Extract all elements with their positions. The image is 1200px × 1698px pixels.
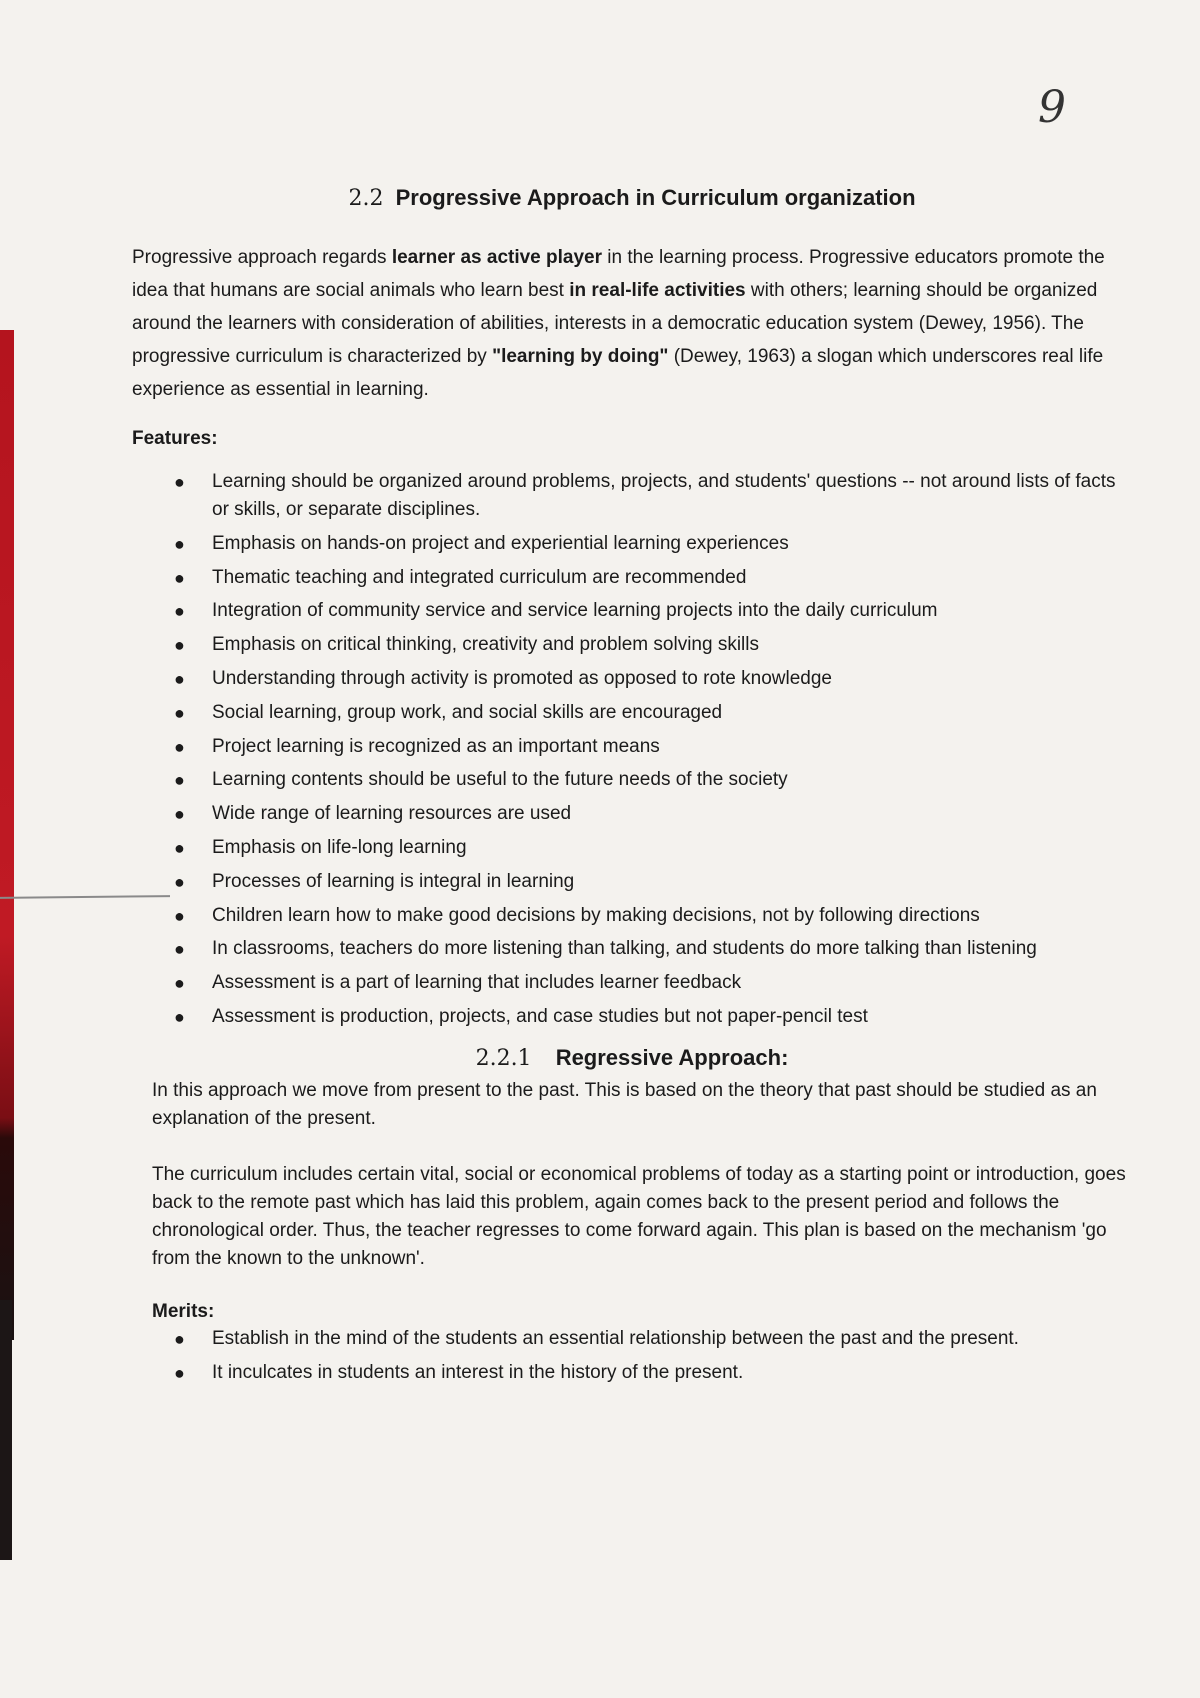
feature-item (174, 834, 1132, 862)
feature-item (174, 766, 1132, 794)
intro-bold-phrase: "learning by doing" (492, 346, 669, 367)
bullet-icon: ● (174, 939, 185, 960)
feature-item-text: Emphasis on critical thinking, creativity and problem solving skills (212, 634, 760, 656)
feature-item-text: Understanding through activity is promoted as opposed to rote knowledge (212, 667, 832, 689)
intro-text-run: Progressive approach regards (132, 247, 392, 268)
feature-item (174, 631, 1132, 659)
feature-item-text: Emphasis on life-long learning (212, 836, 467, 858)
bullet-icon: ● (174, 770, 185, 791)
feature-item (174, 564, 1132, 592)
bullet-icon: ● (174, 635, 185, 656)
feature-item-text: Learning should be organized around problems, projects, and students' questions -- not around lists of facts or skills, or separate disciplines. (212, 471, 1116, 520)
section-number: 2.2 (348, 186, 384, 211)
section-title-text: Progressive Approach in Curriculum organization (395, 185, 916, 210)
merits-list (132, 1325, 1132, 1387)
feature-item (174, 699, 1132, 727)
features-heading: Features: (132, 428, 218, 449)
feature-item-text: Wide range of learning resources are used (212, 803, 572, 825)
bullet-icon: ● (174, 804, 185, 825)
feature-item-text: Learning contents should be useful to the future needs of the society (212, 769, 788, 791)
feature-item-text: Assessment is a part of learning that includes learner feedback (212, 972, 742, 994)
feature-item-text: Children learn how to make good decisions by making decisions, not by following directions (212, 904, 980, 926)
bullet-icon: ● (174, 472, 185, 492)
feature-item (174, 969, 1132, 997)
intro-text-run: in the learning process. Progressive educators promote the idea that humans are social animals who learn best (132, 247, 1105, 301)
feature-item (174, 665, 1132, 693)
bullet-icon: ● (174, 837, 185, 858)
features-list (132, 468, 1132, 1031)
feature-item-text: Emphasis on hands-on project and experiential learning experiences (212, 532, 789, 554)
merits-heading: Merits: (152, 1300, 215, 1322)
feature-item-text: Integration of community service and service learning projects into the daily curriculum (212, 600, 938, 622)
bullet-icon: ● (174, 668, 185, 689)
intro-bold-phrase: learner as active player (391, 247, 603, 268)
bullet-icon: ● (174, 973, 185, 994)
bullet-icon: ● (174, 1362, 185, 1383)
merit-item (174, 1359, 1132, 1387)
feature-item-text: Processes of learning is integral in learning (212, 870, 575, 892)
feature-item (174, 733, 1132, 761)
bullet-icon: ● (174, 736, 185, 757)
feature-item (174, 935, 1132, 963)
regressive-paragraph-2: The curriculum includes certain vital, social or economical problems of today as a starting point or introduction, goes back to the remote past which has laid this problem, again comes back to the present period and follows the chronological order. Thus, the teacher regresses to come forward again. This plan is based on the mechanism 'go from the known to the unknown'. (152, 1163, 1126, 1269)
bullet-icon: ● (174, 533, 185, 554)
intro-text-run: with others; learning should be organized around the learners with consideration of abilities, interests in a democratic education system (Dewey, 1956). The progressive curriculum is characterized by (132, 280, 1098, 367)
section-title (132, 185, 1132, 211)
intro-paragraph (132, 241, 1132, 406)
intro-bold-phrase: in real-life activities (569, 280, 746, 301)
feature-item (174, 868, 1132, 896)
bullet-icon: ● (174, 601, 185, 622)
feature-item (174, 530, 1132, 558)
page-edge-dark-band (0, 1300, 12, 1560)
feature-item-text: Social learning, group work, and social skills are encouraged (212, 701, 723, 723)
feature-item (174, 800, 1132, 828)
feature-item-text: Assessment is production, projects, and case studies but not paper-pencil test (212, 1005, 868, 1027)
feature-item-text: Project learning is recognized as an important means (212, 735, 660, 757)
feature-item (174, 902, 1132, 930)
page-edge-red-band (0, 330, 14, 1340)
bullet-icon: ● (174, 1328, 185, 1349)
intro-text-run: (Dewey, 1963) a slogan which underscores real life experience as essential in learning. (132, 346, 1104, 400)
regressive-paragraph-1: In this approach we move from present to the past. This is based on the theory that past should be studied as an explanation of the present. (152, 1079, 1097, 1129)
feature-item (174, 1003, 1132, 1031)
bullet-icon: ● (174, 871, 185, 892)
handwritten-page-number: 9 (1038, 82, 1066, 133)
bullet-icon: ● (174, 1006, 185, 1027)
subsection-number: 2.2.1 (475, 1045, 532, 1071)
subsection-title (132, 1045, 1132, 1071)
feature-item-text: In classrooms, teachers do more listening than talking, and students do more talking than listening (212, 938, 1037, 960)
document-body (132, 185, 1132, 1393)
subsection-title-text: Regressive Approach: (555, 1044, 789, 1070)
bullet-icon: ● (174, 567, 185, 588)
bullet-icon: ● (174, 905, 185, 926)
feature-item-text: Thematic teaching and integrated curriculum are recommended (212, 566, 747, 588)
feature-item (174, 597, 1132, 625)
merit-item (174, 1325, 1132, 1353)
merit-item-text: Establish in the mind of the students an essential relationship between the past and the present. (212, 1327, 1019, 1349)
bullet-icon: ● (174, 702, 185, 723)
feature-item (174, 468, 1132, 524)
merit-item-text: It inculcates in students an interest in the history of the present. (212, 1361, 744, 1383)
